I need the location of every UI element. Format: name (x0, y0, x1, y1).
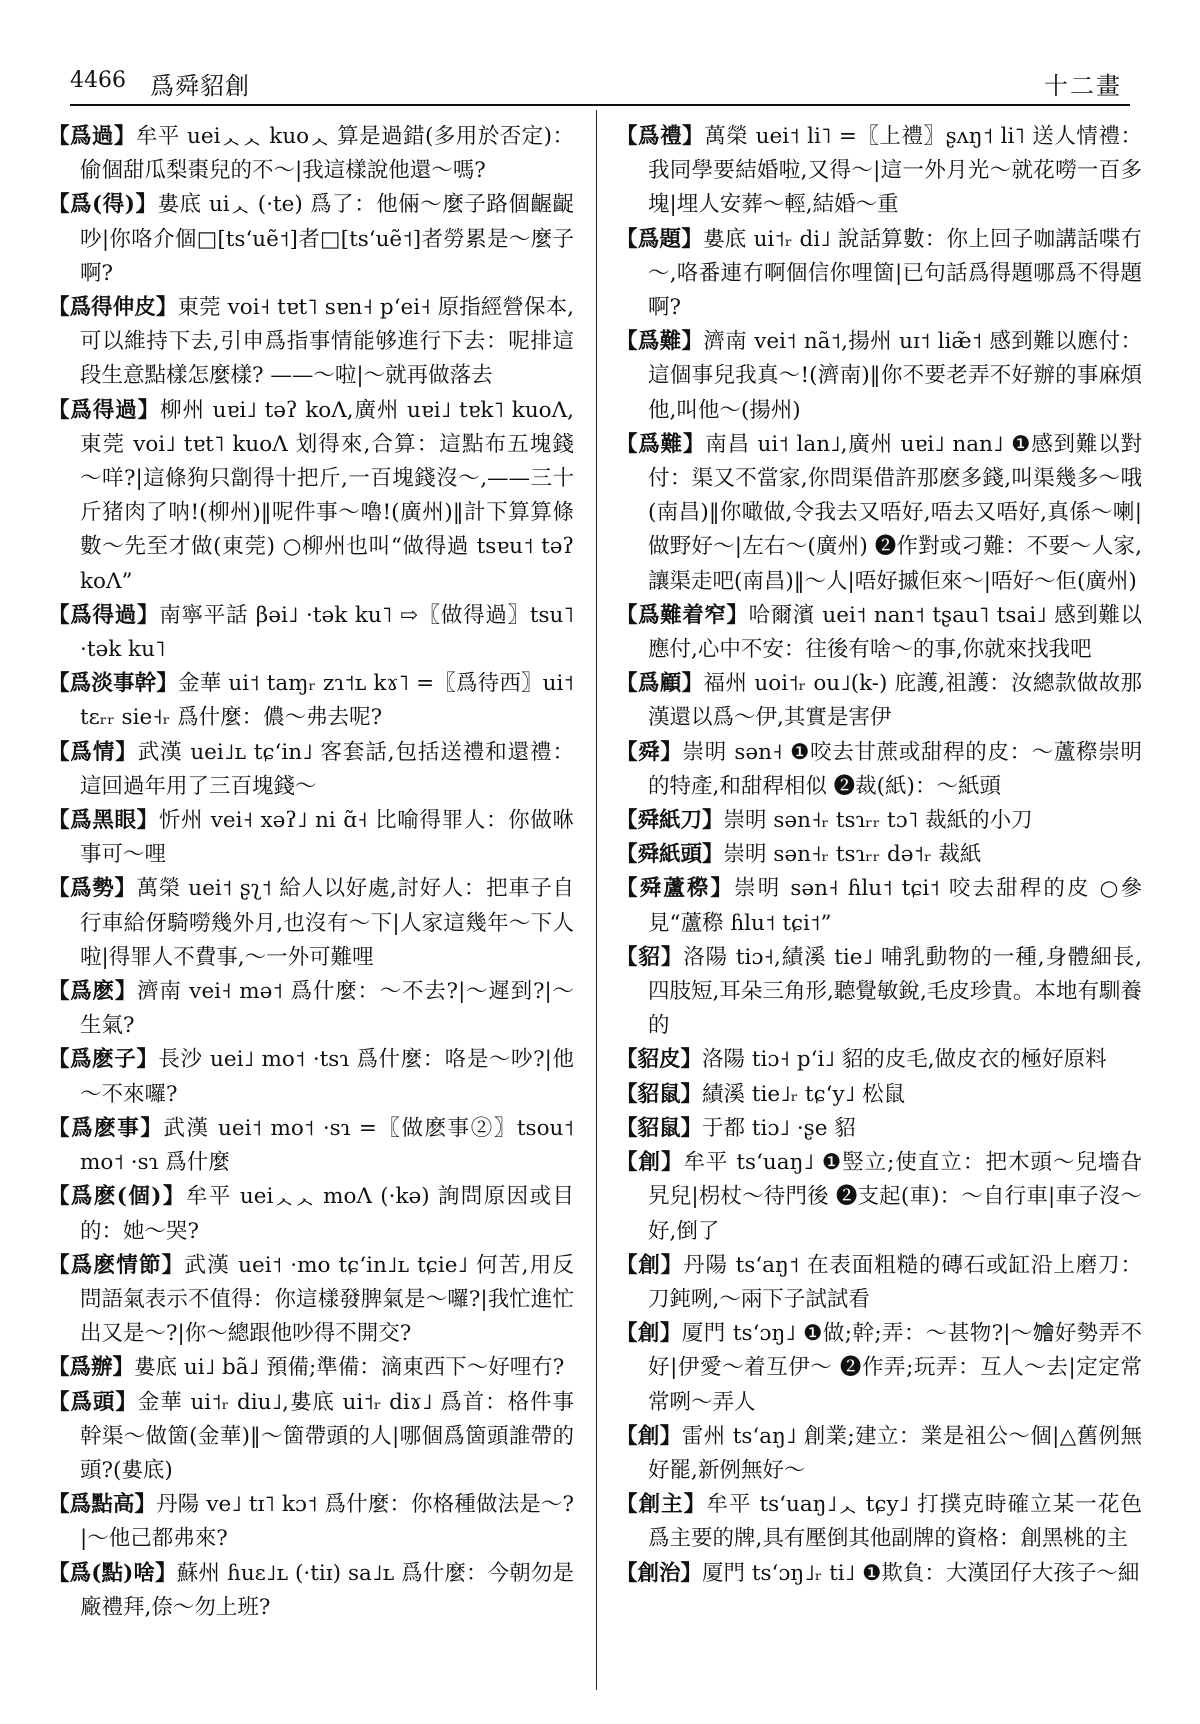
entry-headword: 【貂皮】 (616, 1047, 703, 1073)
dictionary-entry (616, 1078, 1142, 1112)
stroke-count-label: 十二畫 (1044, 72, 1122, 100)
dictionary-entry (616, 1488, 1142, 1556)
dictionary-entry (48, 1488, 574, 1556)
dictionary-entry (616, 1112, 1142, 1146)
entry-definition: 哈爾濱 uei˦ nan˦ tʂau˥ tsai˩ 感到難以應付,心中不安：往後有啥～的事,你就來找我吧 (648, 602, 1142, 663)
entry-headword: 【創主】 (616, 1492, 707, 1518)
entry-definition: 金華 ui˦ taɱᵣ zɿ˦ʟ kɤ˥ =〖爲待西〗ui˦ tɛᵣᵣ sie˧ᵣ 爲什麼：儂～弗去呢? (80, 671, 574, 731)
dictionary-entry (616, 599, 1142, 667)
entry-headword: 【爲淡事幹】 (48, 671, 179, 697)
entry-headword: 【爲得伸皮】 (48, 295, 178, 321)
entry-headword: 【爲點高】 (48, 1492, 157, 1518)
entry-definition: 洛陽 tiɔ˧ pʻi˩ 貂的皮毛,做皮衣的極好原料 (702, 1047, 1107, 1073)
entry-definition: 南昌 ui˦ lan˩,廣州 uɐi˩ nan˩ ❶感到難以對付：渠又不當家,你問渠借許那麽多錢,叫渠幾多～哦(南昌)‖你噉做,令我去又唔好,唔去又唔好,真係～喇|做野好～|左右～(廣州) ❷作對或刁難：不要～人家,讓渠走吧(南昌)‖～人|唔好摵佢來～|唔好～佢(廣州) (648, 431, 1142, 594)
entry-headword: 【爲得過】 (48, 397, 161, 423)
entry-headword: 【爲(點)啥】 (48, 1560, 177, 1586)
entry-headword: 【創】 (616, 1423, 682, 1449)
entry-definition: 武漢 uei˦ ·mo tɕʻin˩ʟ tɕie˩ 何苦,用反問語氣表示不值得：你這樣發脾氣是～囉?|我忙進忙出又是～?|你～總跟他吵得不開交? (80, 1252, 574, 1347)
entry-definition: 牟平 ueiᆺᆺ moɅ (·kə) 詢問原因或目的：她～哭? (80, 1184, 574, 1244)
entry-headword: 【爲難】 (616, 329, 704, 355)
dictionary-entry (48, 1180, 574, 1248)
entry-definition: 厦門 tsʻɔŋ˩ᵣ ti˩ ❶欺負：大漢囝仔大孩子～細 (702, 1560, 1140, 1586)
dictionary-entry (616, 1420, 1142, 1488)
entry-headword: 【爲難】 (616, 431, 706, 457)
column-divider (596, 110, 597, 1690)
entry-headword: 【貂】 (616, 944, 684, 970)
entry-headword: 【爲麽子】 (48, 1047, 159, 1073)
entry-definition: 蘇州 ɦuɛ˩ʟ (·tiɪ) sa˩ʟ 爲什麼：今朝勿是廠禮拜,倷～勿上班? (80, 1560, 574, 1620)
entry-headword: 【爲過】 (48, 124, 136, 149)
dictionary-entry (616, 872, 1142, 940)
entry-definition: 于都 tiɔ˩ ·ʂe 貂 (702, 1115, 856, 1141)
dictionary-entry (48, 736, 574, 804)
entry-headword: 【爲黑眼】 (48, 808, 159, 834)
dictionary-entry (48, 804, 574, 872)
entry-headword: 【創】 (616, 1321, 682, 1347)
entry-headword: 【創治】 (616, 1560, 703, 1586)
entry-headword: 【創】 (616, 1150, 684, 1176)
entry-definition: 濟南 vei˧ mə˦ 爲什麼：～不去?|～遲到?|～生氣? (80, 979, 574, 1039)
dictionary-entry (616, 667, 1142, 735)
dictionary-entry (616, 736, 1142, 804)
dictionary-entry (48, 291, 574, 394)
entry-definition: 長沙 uei˩ mo˦ ·tsɿ 爲什麼：咯是～吵?|他～不來囉? (80, 1047, 574, 1107)
entry-headword: 【貂鼠】 (616, 1081, 703, 1107)
entry-definition: 金華 ui˦ᵣ diu˩,婁底 ui˦ᵣ diɤ˩ 爲首：格件事幹渠～做箇(金華)‖～箇帶頭的人|哪個爲箇頭誰帶的頭?(婁底) (80, 1389, 574, 1483)
entry-definition: 洛陽 tiɔ˧,績溪 tie˩ 哺乳動物的一種,身體細長,四肢短,耳朵三角形,聽覺敏銳,毛皮珍貴。本地有馴養的 (648, 944, 1142, 1039)
entry-headword: 【爲麽】 (48, 979, 138, 1005)
entry-headword: 【爲顧】 (616, 671, 704, 697)
dictionary-entry (616, 1557, 1142, 1591)
entry-headword: 【創】 (616, 1252, 684, 1278)
entry-headword: 【爲得過】 (48, 602, 160, 628)
left-column (48, 120, 574, 1625)
entry-definition: 丹陽 tsʻaŋ˦ 在表面粗糙的磚石或缸沿上磨刀：刀鈍咧,～兩下子試試看 (648, 1252, 1142, 1312)
entry-headword: 【爲麽(個)】 (48, 1184, 186, 1210)
entry-headword: 【爲辦】 (48, 1355, 135, 1381)
entry-definition: 福州 uoi˦ᵣ ou˩(k-) 庇護,祖護：汝總款做故那漢還以爲～伊,其實是害伊 (648, 671, 1142, 731)
dictionary-entry (616, 1146, 1142, 1249)
entry-definition: 崇明 sən˧ᵣ tsɿᵣᵣ də˦ᵣ 裁紙 (723, 842, 982, 868)
dictionary-entry (48, 667, 574, 735)
entry-definition: 柳州 uɐi˩ təʔ koɅ,廣州 uɐi˩ tɐk˥ kuoɅ,東莞 voi˩ tɐt˥ kuoɅ 划得來,合算：這點布五塊錢～咩?|這條狗只劏得十把斤,一百塊錢沒～,——三十斤猪肉了呐!(柳州)‖呢件事～嚕!(廣州)‖計下算算條數～先至才做(東莞) ○柳州也叫“做得過 tsɐu˦ təʔ koɅ” (80, 397, 574, 594)
entry-definition: 東莞 voi˧ tɐt˥ sɐn˧ pʻei˧ 原指經營保本,可以維持下去,引申爲指事情能够進行下去：呢排這段生意點樣怎麼樣? ——～啦|～就再做落去 (80, 295, 574, 389)
entry-definition: 萬榮 uei˦ li˥ =〖上禮〗ʂʌŋ˦ li˥ 送人情禮：我同學要結婚啦,又得～|這一外月光～就花嘮一百多塊|埋人安葬～輕,結婚～重 (648, 124, 1142, 218)
entry-definition: 崇明 sən˧ ❶咬去甘蔗或甜稈的皮：～蘆穄崇明的特產,和甜稈相似 ❷裁(紙)：～紙頭 (648, 739, 1142, 799)
entry-definition: 丹陽 ve˩ tɪ˥ kɔ˦ 爲什麼：你格種做法是～?|～他己都弗來? (80, 1492, 574, 1552)
dictionary-entry (48, 1386, 574, 1489)
entry-headword: 【舜蘆穄】 (616, 876, 735, 902)
dictionary-entry (616, 1043, 1142, 1077)
entry-headword: 【爲情】 (48, 739, 138, 765)
dictionary-entry (616, 838, 1142, 872)
entry-definition: 武漢 uei˩ʟ tɕʻin˩ 客套話,包括送禮和還禮：這回過年用了三百塊錢～ (80, 739, 574, 799)
entry-headword: 【爲題】 (616, 226, 703, 252)
dictionary-entry (616, 1317, 1142, 1420)
right-column (616, 120, 1142, 1591)
entry-headword: 【爲麽情節】 (48, 1252, 185, 1278)
dictionary-entry (616, 941, 1142, 1044)
dictionary-entry (616, 120, 1142, 223)
entry-definition: 婁底 ui˦ᵣ di˩ 說話算數：你上回子咖講話喋冇～,咯番連冇啊個信你哩箇|已句話爲得題哪爲不得題啊? (648, 226, 1142, 321)
entry-headword: 【舜】 (616, 739, 683, 765)
dictionary-entry (48, 394, 574, 599)
entry-headword: 【爲(得)】 (48, 192, 158, 218)
entry-definition: 績溪 tie˩ᵣ tɕʻy˩ 松鼠 (702, 1081, 906, 1107)
entry-headword: 【爲禮】 (616, 124, 705, 149)
entry-definition: 雷州 tsʻaŋ˩ 創業;建立：業是祖公～個|△舊例無好罷,新例無好～ (648, 1423, 1142, 1483)
entry-definition: 厦門 tsʻɔŋ˩ ❶做;幹;弄：～甚物?|～𣍐好勢弄不好|伊愛～着互伊～ ❷作弄;玩弄：互人～去|定定常常咧～弄人 (648, 1321, 1142, 1415)
entry-definition: 萬榮 uei˦ ʂʅ˦ 給人以好處,討好人：把車子自行車給伢騎嘮幾外月,也沒有～下|人家這幾年～下人啦|得罪人不費事,～一外可難哩 (80, 876, 574, 970)
entry-definition: 牟平 ueiᆺᆺ kuoᆺ 算是過錯(多用於否定)：偷個甜瓜梨棗兒的不～|我這樣說他還～嗎? (80, 124, 574, 184)
entry-definition: 南寧平話 βəi˩ ·tək ku˥ ⇨〖做得過〗tsu˥ ·tək ku˥ (80, 602, 574, 663)
entry-headword: 【舜紙頭】 (616, 842, 724, 868)
dictionary-entry (616, 223, 1142, 326)
dictionary-entry (616, 804, 1142, 838)
entry-definition: 濟南 vei˦ nã˦,揚州 uɪ˦ liæ̃˦ 感到難以應付：這個事兒我真～!(濟南)‖你不要老弄不好辦的事麻煩他,叫他～(揚州) (648, 329, 1142, 423)
dictionary-entry (48, 120, 574, 188)
dictionary-entry (48, 872, 574, 975)
entry-headword: 【爲頭】 (48, 1389, 138, 1415)
entry-headword: 【爲勢】 (48, 876, 137, 902)
entry-definition: 武漢 uei˦ mo˦ ·sɿ =〖做麽事②〗tsou˦ mo˦ ·sɿ 爲什麼 (80, 1115, 574, 1176)
dictionary-entry (48, 599, 574, 667)
dictionary-entry (48, 1249, 574, 1352)
page-number: 4466 (70, 68, 126, 93)
entry-headword: 【貂鼠】 (616, 1115, 703, 1141)
dictionary-entry (616, 325, 1142, 428)
dictionary-entry (616, 428, 1142, 599)
dictionary-entry (616, 1249, 1142, 1317)
dictionary-entry (48, 1351, 574, 1385)
entry-definition: 牟平 tsʻuaŋ˩ ❶竪立;使直立：把木頭～兒墻旮旯兒|枴杖～待門後 ❷支起(車)：～自行車|車子沒～好,倒了 (648, 1150, 1142, 1244)
page-header (70, 62, 1130, 102)
dictionary-entry (48, 1043, 574, 1111)
running-head-words: 爲舜貂創 (150, 72, 250, 100)
entry-definition: 忻州 vei˧ xəʔ˩ ni ɑ̃˧ 比喻得罪人：你做咻事可～哩 (80, 808, 574, 868)
entry-definition: 婁底 uiᆺ (·te) 爲了：他倆～麼子路個齷齪吵|你咯介個□[tsʻuẽ˦]者□[tsʻuẽ˦]者勞累是～麼子啊? (80, 192, 574, 286)
header-rule (70, 104, 1130, 106)
entry-headword: 【爲難着窄】 (616, 602, 749, 628)
entry-definition: 崇明 sən˧ ɦlu˦ tɕi˦ 咬去甜稈的皮 ○參見“蘆穄 ɦlu˦ tɕi˦” (648, 876, 1142, 936)
dictionary-entry (48, 1557, 574, 1625)
entry-headword: 【爲麽事】 (48, 1115, 164, 1141)
dictionary-entry (48, 975, 574, 1043)
entry-definition: 崇明 sən˧ᵣ tsɿᵣᵣ tɔ˥ 裁紙的小刀 (723, 808, 1033, 834)
dictionary-entry (48, 188, 574, 291)
entry-definition: 婁底 ui˩ bã˩ 預備;準備：滴東西下～好哩冇? (134, 1355, 565, 1381)
entry-headword: 【舜紙刀】 (616, 808, 724, 834)
entry-definition: 牟平 tsʻuaŋ˩ᆺ tɕy˩ 打撲克時確立某一花色爲主要的牌,具有壓倒其他副牌的資格：創黑桃的主 (648, 1492, 1142, 1552)
dictionary-entry (48, 1112, 574, 1180)
